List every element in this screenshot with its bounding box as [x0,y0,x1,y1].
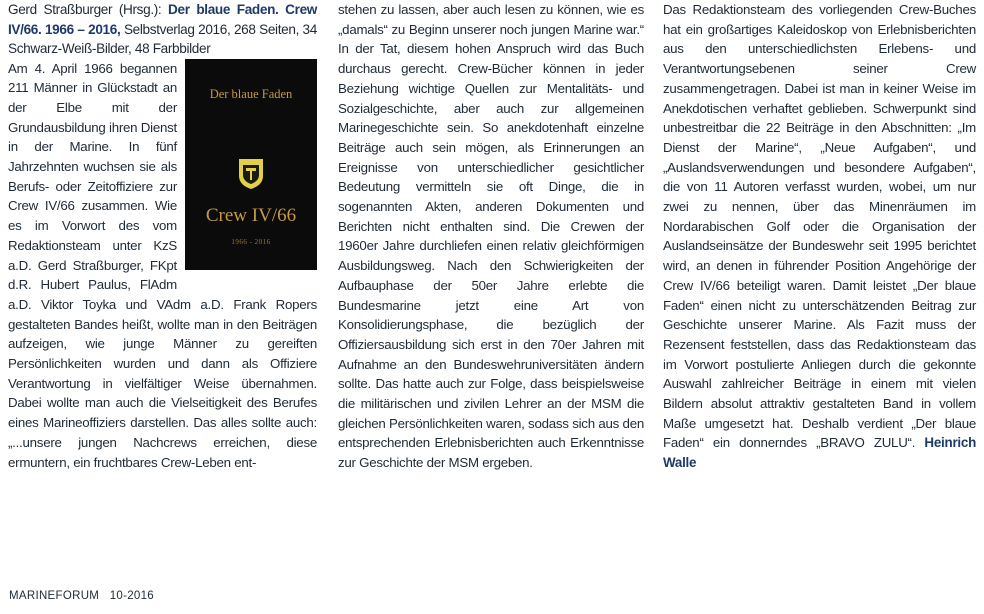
crest-icon [237,158,265,190]
column-2 [338,0,644,473]
cover-crew: Crew IV/66 [205,204,297,226]
author-name: Heinrich Walle [663,435,976,471]
cover-title: Der blaue Faden [209,86,293,101]
page-footer [9,590,154,602]
body-text-col3-content: Das Redaktionsteam des vorliegenden Crew-Buches hat ein großartiges Kaleidoskop von Erlebnisberichten aus den unterschiedlichsten Erlebens- und Verantwortungsebenen seiner Crew zusammengetragen. Dabei ist man in keiner Weise im Anekdotischen verhaftet geblieben. Schwerpunkt sind unbestreitbar die 22 Beiträge in den Abschnitten: „Im Dienst der Marine“, „Neue Aufgaben“, und „Auslandsverwendungen und besondere Aufgaben“, die von 11 Autoren verfasst wurden, wobei, um nur zwei zu nennen, über das Minenräumen im Nordarabischen Golf oder die Organisation der Auslandseinsätze der Bundeswehr seit 1995 berichtet wird, an denen in führender Position Angehörige der Crew IV/66 beteiligt waren. Damit leistet „Der blaue Faden“ einen nicht zu unterschätzenden Beitrag zur Geschichte unserer Marine. Als Fazit muss der Rezensent feststellen, dass das Redaktionsteam das im Vorwort postulierte Anliegen durch die gekonnte Auswahl zahlreicher Beiträge in einem mit vielen Bildern absolut attraktiv gestalteten Band in vollem Maße umgesetzt hat. Deshalb verdient „Der blaue Faden“ ein donnerndes „BRAVO ZULU“. [663,2,976,451]
book-header [8,0,317,59]
body-text-col3 [663,0,976,473]
body-text-col1: Am 4. April 1966 begannen 211 Männer in Glückstadt an der Elbe mit der Grundausbildung ihren Dienst in der Marine. In fünf Jahrzehnten wuchsen sie als Berufs- oder Zeitoffiziere zur Crew IV/66 zusammen. Wie es im Vorwort des vom Redaktionsteam unter KzS a.D. Gerd Straßburger, FKpt d.R. Hubert Paulus, FlAdm a.D. Viktor Toyka und VAdm a.D. Frank Ropers gestalteten Bandes heißt, wollte man in den Beiträgen aufzeigen, wie junge Männer zu gereiften Persönlichkeiten wurden und dann als Offiziere Verantwortung in vielfältiger Weise übernahmen. Dabei wollte man auch die Vielseitigkeit des Berufes eines Marineoffiziers darstellen. Das alles sollte auch: „...unsere jungen Nachcrews erreichen, diese ermuntern, ein fruchtbares Crew-Leben ent- [8,60,317,470]
body-text-col2: stehen zu lassen, aber auch lesen zu können, wie es „damals“ zu Beginn unserer noch jungen Marine war.“ In der Tat, diesem hohen Anspruch wird das Buch durchaus gerecht. Crew-Bücher können in jeder Beziehung wichtige Quellen zur Mentalitäts- und Sozialgeschichte, aber auch zur allgemeinen Marinegeschichte sein. So anekdotenhaft einzelne Beiträge auch sein mögen, als Erinnerungen an Ereignisse von unterschiedlicher gesichtlicher Bedeutung vermitteln sie oft Dinge, die in sogenannten Akten, anderen Dokumenten und Berichten nicht enthalten sind. Die Crewen der 1960er Jahre durchliefen einen relativ gleichförmigen Ausbildungsweg. Nach den Schwierigkeiten der Aufbauphase der 50er Jahre erlebte die Bundesmarine jetzt eine Art von Konsolidierungsphase, die bezüglich der Offiziersausbildung sich erst in den 70er Jahren mit Aufnahme an den Bundeswehruniversitäten ändern sollte. Das hatte auch zur Folge, dass beispielsweise die militärischen und zivilen Lehrer an der MSM die gleichen Persönlichkeiten waren, sodass sich aus den entsprechenden Erlebnisberichten auch Erkenntnisse zur Geschichte der MSM ergeben. [338,2,644,471]
magazine-name: MARINEFORUM [9,590,100,602]
editor-text: Gerd Straßburger (Hrsg.): [8,2,169,17]
cover-years: 1966 - 2016 [231,237,271,246]
column-1 [8,0,317,472]
book-title: Der blaue Faden. Crew IV/66. 1966 – 2016, [8,2,317,37]
column-3 [663,0,976,473]
book-cover-image [185,59,317,270]
publication-info: Selbstverlag 2016, 268 Seiten, 34 Schwarz-Weiß-Bilder, 48 Farbbilder [8,21,317,56]
issue-number: 10-2016 [109,590,154,602]
